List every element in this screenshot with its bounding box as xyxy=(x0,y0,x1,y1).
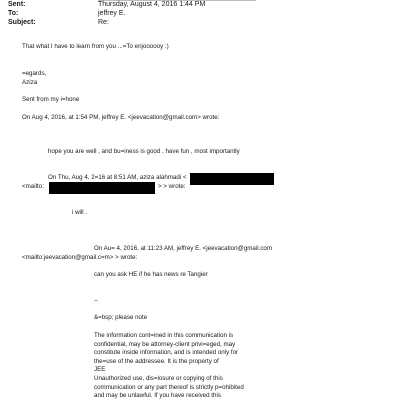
subject-label: Subject: xyxy=(8,19,36,26)
sent-label: Sent: xyxy=(8,1,26,8)
quote2-header-start: On Thu, Aug 4, 2=16 at 8:51 AM, aziza alahmadi < xyxy=(48,174,187,181)
disclaimer-line: constitute inside information, and is intended only for xyxy=(94,349,239,357)
disclaimer-line: confidential, may be attorney-client privi=eged, may xyxy=(94,340,236,348)
quote2-mailto-suffix: > > wrote: xyxy=(158,183,186,190)
disclaimer-line: The information cont=ined in this communication is xyxy=(94,332,234,339)
redaction-box-1 xyxy=(190,173,274,185)
sent-from-line: Sent from my i=hone xyxy=(22,96,80,103)
subject-value: Re: xyxy=(98,19,109,26)
to-label: To: xyxy=(8,10,19,17)
quote1-body: hope you are well , and bu=iness is good . have fun , most importantly xyxy=(48,148,240,155)
regards-line: =egards, xyxy=(22,70,47,77)
sender-name: Aziza xyxy=(22,79,38,86)
message-line-1: That what I have to learn from you ...=To enjoooooy :) xyxy=(22,43,169,50)
disclaimer-line: JEE xyxy=(94,366,106,374)
signature-dashes: -- xyxy=(94,297,99,304)
quote3-body: can you ask HE if he has news re Tangier xyxy=(94,271,208,278)
quote1-header: On Aug 4, 2016, at 1:54 PM, jeffrey E. <jeevacation@gmail.com> wrote: xyxy=(22,114,220,121)
to-value: jeffrey E. xyxy=(98,10,126,17)
disclaimer-line: and may be unlawful. If you have received this xyxy=(94,392,221,400)
disclaimer-line: Unauthorized use, dis=losure or copying of this xyxy=(94,374,223,382)
nbsp-please-note: &=bsp; please note xyxy=(94,314,148,321)
quote2-mailto-prefix: <mailto: xyxy=(22,183,44,190)
quote3-mailto: <mailto:jeevacation@gmail.c=m> > wrote: xyxy=(22,254,138,261)
disclaimer-line: communication or any part thereof is strictly p=ohibited xyxy=(94,383,244,391)
disclaimer xyxy=(94,332,244,401)
redaction-box-2 xyxy=(49,182,155,194)
disclaimer-line: the=use of the addressee. It is the property of xyxy=(94,357,219,365)
sent-value: Thursday, August 4, 2016 1:44 PM xyxy=(98,1,206,8)
quote2-body: i will . xyxy=(72,209,88,216)
quote3-header: On Au= 4, 2016, at 11:23 AM, jeffrey E. <jeevacation@gmail.com xyxy=(94,245,273,252)
